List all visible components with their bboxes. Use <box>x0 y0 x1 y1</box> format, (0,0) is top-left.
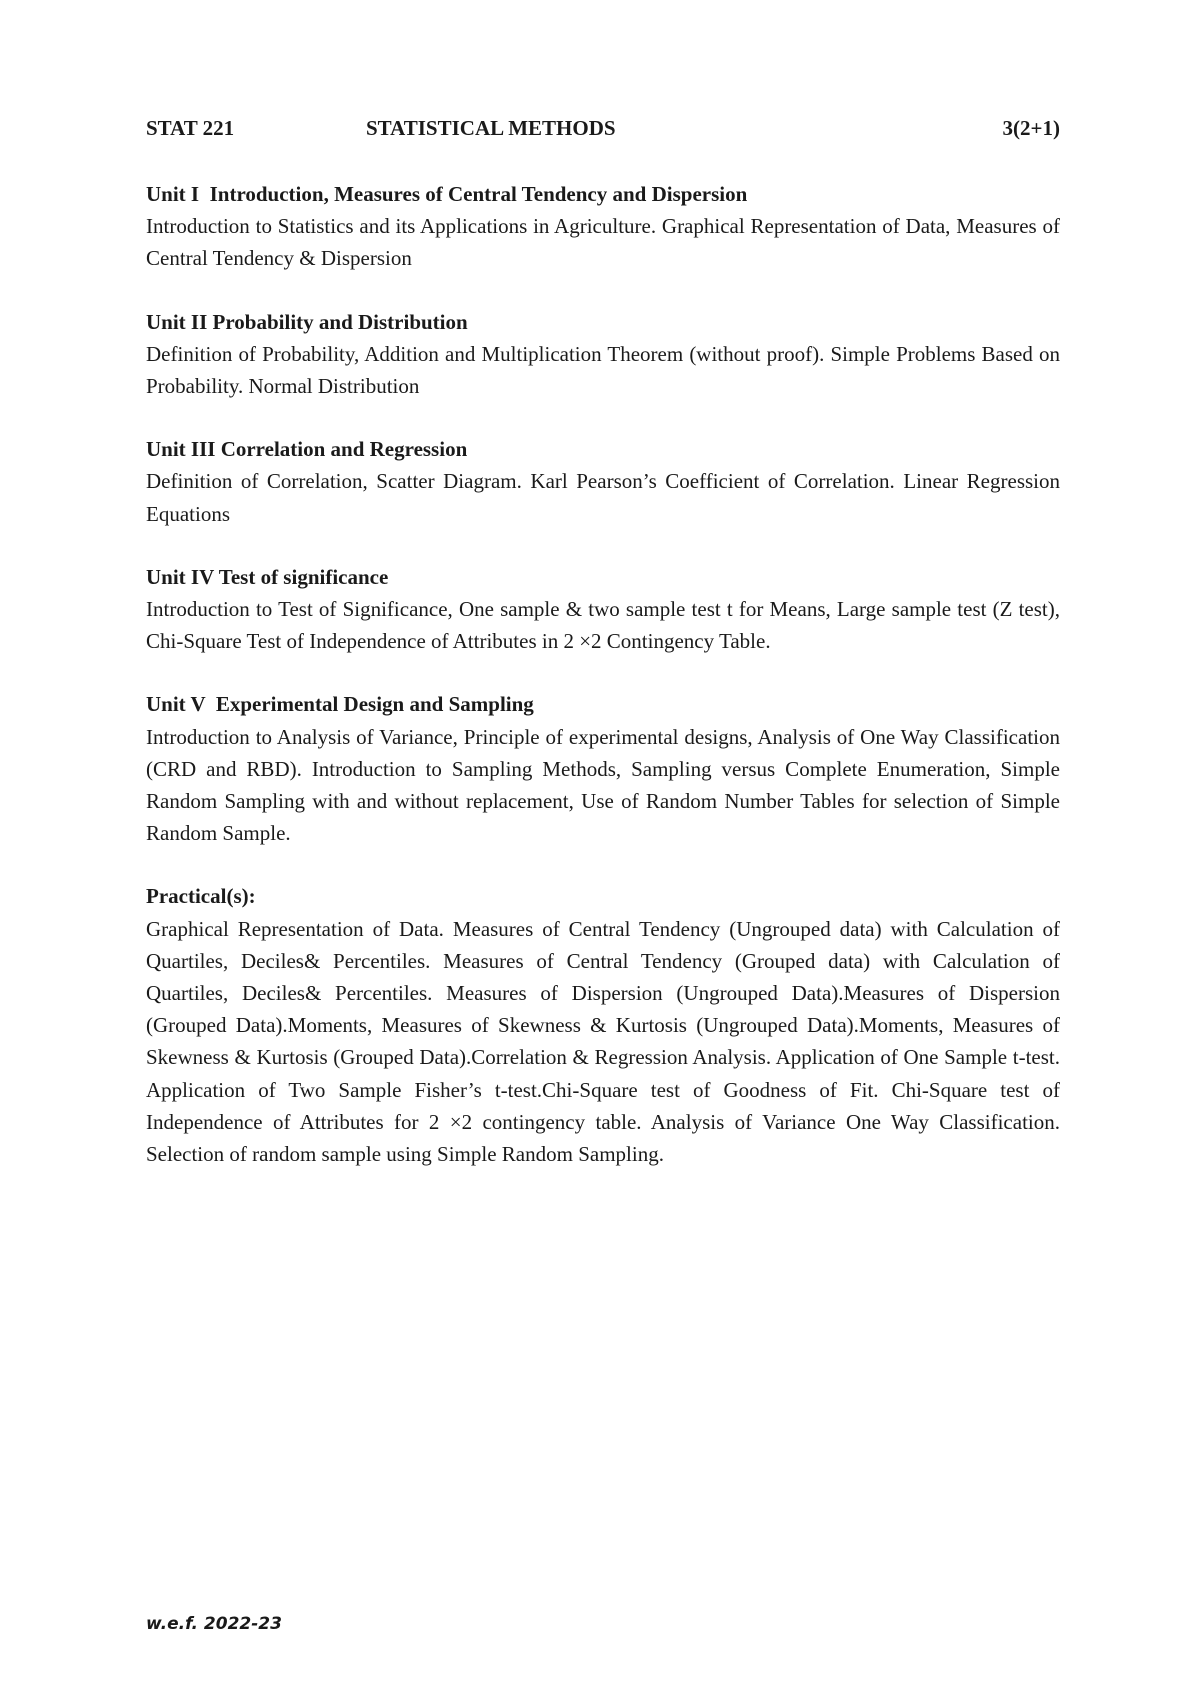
practicals-body: Graphical Representation of Data. Measures of Central Tendency (Ungrouped data) with Calculation of Quartiles, Deciles& Percentiles. Measures of Central Tendency (Grouped data) with Calculation of Quartiles, Deciles& Percentiles. Measures of Dispersion (Ungrouped Data).Measures of Dispersion (Grouped Data).Moments, Measures of Skewness & Kurtosis (Ungrouped Data).Moments, Measures of Skewness & Kurtosis (Grouped Data).Correlation & Regression Analysis. Application of One Sample t-test. Application of Two Sample Fisher’s t-test.Chi-Square test of Goodness of Fit. Chi-Square test of Independence of Attributes for 2 ×2 contingency table. Analysis of Variance One Way Classification. Selection of random sample using Simple Random Sampling. <box>146 916 1060 1167</box>
unit-3-body: Definition of Correlation, Scatter Diagram. Karl Pearson’s Coefficient of Correlation. Linear Regression Equations <box>146 469 1060 526</box>
unit-5-section <box>146 688 1060 849</box>
unit-1-section <box>146 178 1060 275</box>
course-credits: 3(2+1) <box>1002 116 1060 140</box>
unit-2-section <box>146 306 1060 403</box>
unit-4-title: Unit IV Test of significance <box>146 564 389 589</box>
unit-4-section <box>146 561 1060 658</box>
course-header <box>146 116 1060 146</box>
unit-5-body: Introduction to Analysis of Variance, Principle of experimental designs, Analysis of One Way Classification (CRD and RBD). Introduction to Sampling Methods, Sampling versus Complete Enumeration, Simple Random Sampling with and without replacement, Use of Random Number Tables for selection of Simple Random Sample. <box>146 724 1060 846</box>
unit-3-title: Unit III Correlation and Regression <box>146 437 468 462</box>
practicals-section <box>146 880 1060 1170</box>
unit-2-title: Unit II Probability and Distribution <box>146 309 468 334</box>
unit-2-body: Definition of Probability, Addition and Multiplication Theorem (without proof). Simple Problems Based on Probability. Normal Distribution <box>146 341 1060 399</box>
course-code: STAT 221 <box>146 116 235 140</box>
unit-1-body: Introduction to Statistics and its Applications in Agriculture. Graphical Representation of Data, Measures of Central Tendency & Dispersion <box>146 214 1060 271</box>
practicals-title: Practical(s): <box>146 884 256 909</box>
unit-4-body: Introduction to Test of Significance, One sample & two sample test t for Means, Large sample test (Z test), Chi-Square Test of Independence of Attributes in 2 ×2 Contingency Table. <box>146 597 1060 654</box>
effective-year-footer: w.e.f. 2022-23 <box>146 1614 282 1634</box>
unit-5-title: Unit V Experimental Design and Sampling <box>146 692 534 717</box>
unit-3-section <box>146 433 1060 530</box>
course-title: STATISTICAL METHODS <box>366 116 616 140</box>
syllabus-content <box>146 178 1060 1201</box>
unit-1-title: Unit I Introduction, Measures of Central Tendency and Dispersion <box>146 182 748 206</box>
